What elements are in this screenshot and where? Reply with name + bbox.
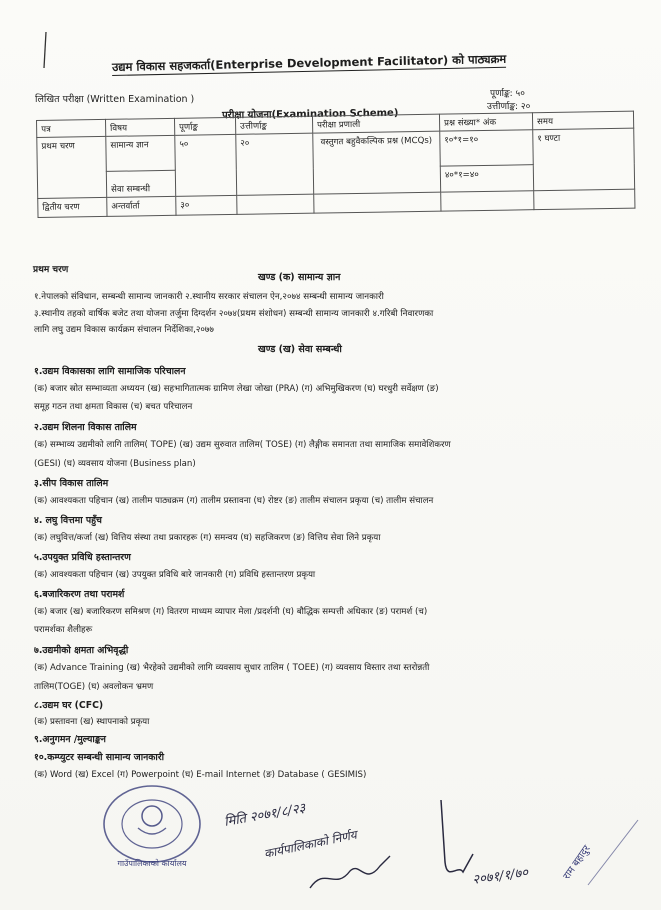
topic-line: परामर्शका शैलीहरू (34, 625, 93, 635)
handwriting-decision: कार्यपालिकाको निर्णय (262, 827, 358, 861)
topic-line: (क) सम्भाव्य उद्यमीको लागि तालिम( TOPE) (ख) उद्यम सुरुवात तालिम( TOSE) (ग) लैङ्गीक समानता तथा सामाजिक समावेशिकरण (34, 440, 451, 450)
topic-line: (क) प्रस्तावना (ख) स्थापनाको प्रकृया (34, 717, 150, 727)
cell-subject-service: सेवा सम्बन्धी (106, 170, 175, 197)
topic-heading: ४. लघु वित्तमा पहुँच (34, 515, 102, 526)
cell-full-2: ३० (176, 195, 237, 215)
cell-paper: प्रथम चरण (37, 136, 107, 198)
topic-line: तालिम(TOGE) (घ) अवलोकन भ्रमण (34, 682, 154, 692)
first-phase-heading: प्रथम चरण (33, 265, 69, 275)
scheme-title: परीक्षा योजना(Examination Scheme) (221, 107, 399, 122)
header-subject: विषय (105, 118, 174, 136)
topic-heading: २.उद्यम शिलना विकास तालिम (34, 422, 137, 433)
topic-heading: ६.बजारिकरण तथा परामर्श (34, 589, 125, 600)
topic-line: (GESI) (घ) व्यवसाय योजना (Business plan) (34, 459, 196, 469)
topic-line: (क) आवश्यकता पहिचान (ख) तालीम पाठ्यक्रम (ग) तालीम प्रस्तावना (घ) रोष्टर (ङ) तालीम संचालन प्रकृया (च) तालीम संचालन (34, 496, 434, 506)
section-a-line: ३.स्थानीय तहको वार्षिक बजेट तथा योजना तर्जुमा दिग्दर्शन २०७४(प्रथम संशोधन) सम्बन्धी सामान्य जानकारी ४.गरिबी निवारणका (34, 309, 434, 319)
header-time: समय (532, 111, 633, 130)
topic-heading: ५.उपयुक्त प्रविधि हस्तान्तरण (34, 552, 131, 563)
pass-marks: उत्तीर्णाङ्क: २० (487, 102, 531, 112)
signature-stamp (548, 800, 648, 890)
office-stamp (98, 782, 206, 872)
topic-heading: ३.सीप विकास तालिम (34, 478, 109, 489)
full-marks: पूर्णाङ्क: ५० (490, 89, 525, 99)
document-title: उद्यम विकास सहजकर्ता(Enterprise Development Facilitator) को पाठ्यक्रम (111, 51, 507, 74)
topic-line: समूह गठन तथा क्षमता विकास (च) बचत परिचालन (34, 402, 193, 412)
cell-paper-2: द्वितीय चरण (38, 197, 107, 217)
written-exam-label: लिखित परीक्षा (Written Examination ) (35, 94, 195, 105)
section-a-line: १.नेपालको संविधान, सम्बन्धी सामान्य जानकारी २.स्थानीय सरकार संचालन ऐन,२०७४ सम्बन्धी सामान्य जानकारी (34, 292, 384, 302)
section-a-heading: खण्ड (क) सामान्य ज्ञान (258, 272, 341, 283)
exam-scheme-table (36, 111, 635, 218)
topic-line: (क) Word (ख) Excel (ग) Powerpoint (घ) E-mail Internet (ङ) Database ( GESIMIS) (34, 770, 367, 780)
header-exam-system: परीक्षा प्रणाली (312, 114, 439, 133)
cell-system: वस्तुगत बहुवैकल्पिक प्रश्न (MCQs) (313, 131, 441, 194)
topic-heading: ७.उद्यमीको क्षमता अभिवृद्धी (34, 645, 129, 656)
cell-q2: ४०*१=४० (440, 165, 533, 192)
handwriting-date-2: २०७१/१/७० (471, 865, 530, 888)
cell-time: १ घण्टा (533, 128, 635, 191)
header-pass-marks: उत्तीर्णाङ्क (235, 116, 312, 134)
stamp-text: गाउँपालिकाको कार्यालय (117, 859, 187, 868)
cell-empty (237, 194, 314, 214)
topic-line: (क) लघुवित्त/कर्जा (ख) वित्तिय संस्था तथा प्रकारहरू (ग) समन्वय (घ) सहजिकरण (ङ) वित्तिय सेवा लिने प्रकृया (34, 533, 381, 543)
topic-line: (क) आवश्यकता पहिचान (ख) उपयुक्त प्रविधि बारे जानकारी (ग) प्रविधि हस्तान्तरण प्रकृया (34, 570, 316, 580)
topic-heading: ९.अनुगमन /मुल्याङ्कन (34, 734, 106, 745)
topic-line: (क) बजार (ख) बजारिकरण समिश्रण (ग) वितरण माध्यम व्यापार मेला /प्रदर्शनी (घ) बौद्धिक सम्पत्ती अधिकार (ङ) परामर्श (च) (34, 607, 428, 617)
section-b-heading: खण्ड (ख) सेवा सम्बन्धी (258, 344, 342, 355)
handwriting-date: मिति २०७१/८/२३ (223, 800, 307, 830)
topic-heading: १०.कम्प्युटर सम्बन्धी सामान्य जानकारी (34, 752, 165, 763)
section-a-line: लागि लघु उद्यम विकास कार्यक्रम संचालन निर्देशिका,२०७७ (34, 325, 214, 335)
header-paper: पत्र (37, 119, 106, 137)
cell-empty (314, 192, 441, 213)
signature-mark (433, 792, 553, 892)
cell-full: ५० (175, 134, 237, 196)
handwritten-signature (215, 796, 425, 896)
pen-mark (40, 30, 50, 70)
cell-pass: २० (236, 133, 314, 195)
cell-subject-interview: अन्तर्वार्ता (107, 196, 176, 216)
topic-line: (क) Advance Training (ख) भैरहेको उद्यमीको लागि व्यवसाय सुधार तालिम ( TOEE) (ग) व्यवसाय विस्तार तथा स्तरोन्नती (34, 663, 430, 673)
signature-name: राम बहादुर (561, 843, 593, 882)
topic-heading: ८.उद्यम घर (CFC) (34, 700, 104, 711)
header-full-marks: पूर्णाङ्क (174, 117, 235, 135)
cell-empty (441, 191, 534, 211)
cell-empty (534, 189, 635, 210)
cell-q1: १०*१=१० (440, 130, 534, 166)
header-questions: प्रश्न संख्या* अंक (439, 113, 532, 131)
cell-subject-general: सामान्य ज्ञान (106, 135, 176, 171)
topic-line: (क) बजार स्रोत सम्भाव्यता अध्ययन (ख) सहभागितात्मक ग्रामिण लेखा जोखा (PRA) (ग) अभिमुखिकरण (घ) घरधुरी सर्वेक्षण (ङ) (34, 384, 439, 394)
topic-heading: १.उद्यम विकासका लागि सामाजिक परिचालन (34, 366, 186, 377)
